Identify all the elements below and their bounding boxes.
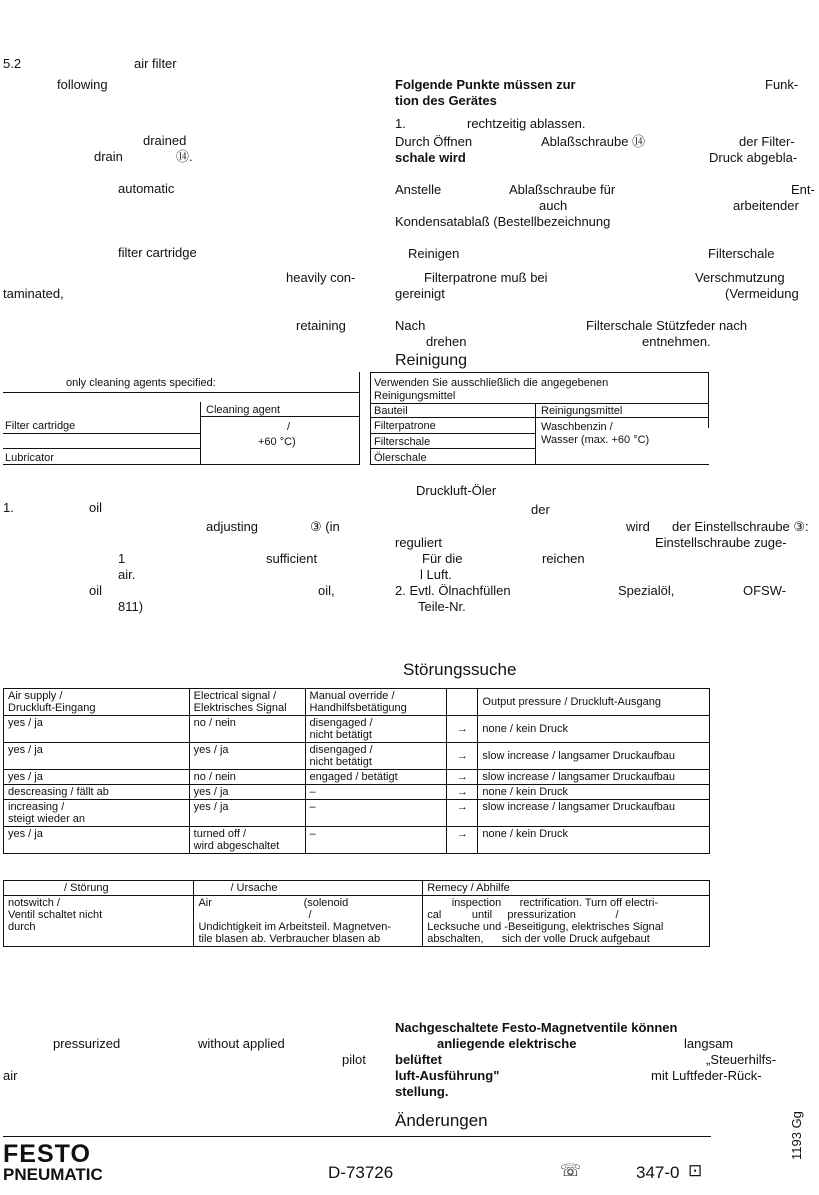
cleaning-note: Reinigungsmittel — [374, 390, 456, 402]
text-line: tion des Gerätes — [395, 93, 497, 108]
section-number: 5.2 — [3, 56, 22, 71]
arrow-icon: → — [447, 716, 478, 743]
document-number: 1193 Gg — [789, 1111, 804, 1160]
telex-icon: ⊡ — [688, 1161, 703, 1180]
divider — [359, 372, 360, 465]
divider — [370, 448, 535, 449]
table-cell: no / nein — [189, 770, 305, 785]
fault-table — [3, 880, 710, 947]
cleaning-part: Filter cartridge — [5, 420, 76, 432]
text-line: reichen — [542, 551, 585, 566]
text-line: oil — [89, 500, 103, 515]
section-title: air filter — [134, 56, 177, 71]
text-line: (Vermeidung — [725, 286, 799, 301]
table-header: Remecy / Abhilfe — [423, 881, 710, 896]
text-line: drain — [94, 149, 123, 164]
cleaning-header: Bauteil — [374, 405, 408, 417]
arrow-icon: → — [447, 743, 478, 770]
text-line: der — [531, 502, 550, 517]
text-line: Ablaßschraube ⑭ — [541, 134, 646, 149]
text-line: schale wird — [395, 150, 466, 165]
table-header: / Ursache — [194, 881, 423, 896]
festo-logo-subtitle: PNEUMATIC — [3, 1165, 103, 1184]
text-line: Nachgeschaltete Festo-Magnetventile können — [395, 1020, 678, 1035]
cleaning-agent: / — [287, 421, 291, 433]
table-header — [447, 689, 478, 716]
troubleshooting-heading: Störungssuche — [403, 660, 517, 679]
text-line: belüftet — [395, 1052, 442, 1067]
footer-divider — [3, 1136, 711, 1137]
table-row — [4, 743, 710, 770]
troubleshooting-table — [3, 688, 710, 854]
text-line: stellung. — [395, 1084, 449, 1099]
text-line: Teile-Nr. — [418, 599, 466, 614]
table-row — [4, 800, 710, 827]
text-line: filter cartridge — [118, 245, 197, 260]
text-line: rechtzeitig ablassen. — [467, 116, 586, 131]
cleaning-agent: +60 °C) — [258, 436, 296, 448]
text-line: pressurized — [53, 1036, 121, 1051]
divider — [3, 392, 360, 393]
text-line: Spezialöl, — [618, 583, 675, 598]
cleaning-agent: Waschbenzin / — [541, 421, 613, 433]
table-cell: yes / ja — [4, 770, 190, 785]
table-cell: no / nein — [189, 716, 305, 743]
table-cell: yes / ja — [189, 785, 305, 800]
divider — [3, 464, 360, 465]
text-line: Ent- — [791, 182, 815, 197]
divider — [370, 403, 709, 404]
table-row — [4, 770, 710, 785]
text-line: gereinigt — [395, 286, 445, 301]
cleaning-note: Verwenden Sie ausschließlich die angegebenen — [374, 377, 609, 389]
divider — [708, 372, 709, 428]
text-line: Folgende Punkte müssen zur — [395, 77, 576, 92]
phone-icon: ☏ — [560, 1161, 582, 1180]
text-line: automatic — [118, 181, 175, 196]
text-line: langsam — [684, 1036, 734, 1051]
text-line: der Einstellschraube ③: — [672, 519, 809, 534]
arrow-icon: → — [447, 785, 478, 800]
text-line: anliegende elektrische — [437, 1036, 577, 1051]
text-line: Nach — [395, 318, 426, 333]
table-cell: – — [305, 827, 447, 854]
table-cell: disengaged / nicht betätigt — [305, 743, 447, 770]
text-line: ③ (in — [310, 519, 340, 534]
table-row — [4, 689, 710, 716]
cleaning-note: only cleaning agents specified: — [66, 377, 216, 389]
text-line: auch — [539, 198, 568, 213]
text-line: air — [3, 1068, 18, 1083]
text-line: 811) — [118, 599, 144, 614]
text-line: retaining — [296, 318, 346, 333]
text-line: taminated, — [3, 286, 64, 301]
table-cell: inspection rectrification. Turn off electri- cal until pressurization / Lecksuche und -Beseitigung, elektrisches Signal abschalten, sich der volle Druck aufgebaut — [423, 896, 710, 947]
table-cell: none / kein Druck — [478, 785, 710, 800]
table-cell: engaged / betätigt — [305, 770, 447, 785]
text-line: OFSW- — [743, 583, 787, 598]
text-line: sufficient — [266, 551, 318, 566]
table-cell: yes / ja — [4, 827, 190, 854]
text-line: entnehmen. — [642, 334, 711, 349]
table-header: Electrical signal / Elektrisches Signal — [189, 689, 305, 716]
text-line: drained — [143, 133, 187, 148]
table-cell: disengaged / nicht betätigt — [305, 716, 447, 743]
table-header: Manual override / Handhilfsbetätigung — [305, 689, 447, 716]
divider — [370, 372, 371, 465]
phone-number: 347-0 — [636, 1163, 680, 1182]
cleaning-header: Cleaning agent — [206, 404, 281, 416]
table-header: Output pressure / Druckluft-Ausgang — [478, 689, 710, 716]
text-line: Einstellschraube zuge- — [655, 535, 787, 550]
text-line: Anstelle — [395, 182, 442, 197]
table-cell: turned off / wird abgeschaltet — [189, 827, 305, 854]
divider — [200, 402, 201, 465]
table-cell: yes / ja — [4, 716, 190, 743]
arrow-icon: → — [447, 800, 478, 827]
text-line: „Steuerhilfs- — [706, 1052, 777, 1067]
divider — [370, 433, 535, 434]
text-line: 1 — [118, 551, 126, 566]
table-header: / Störung — [4, 881, 194, 896]
table-cell: notswitch / Ventil schaltet nicht durch — [4, 896, 194, 947]
arrow-icon: → — [447, 770, 478, 785]
table-cell: Air (solenoid / Undichtigkeit im Arbeitsteil. Magnetven- tile blasen ab. Verbraucher blasen ab — [194, 896, 423, 947]
table-cell: yes / ja — [4, 743, 190, 770]
text-line: Für die — [422, 551, 463, 566]
text-line: Filterpatrone muß bei — [424, 270, 548, 285]
text-line: adjusting — [206, 519, 259, 534]
table-cell: none / kein Druck — [478, 716, 710, 743]
table-cell: slow increase / langsamer Druckaufbau — [478, 770, 710, 785]
table-cell: none / kein Druck — [478, 827, 710, 854]
table-cell: descreasing / fällt ab — [4, 785, 190, 800]
text-line: arbeitender — [733, 198, 799, 213]
text-line: Ablaßschraube für — [509, 182, 616, 197]
table-cell: slow increase / langsamer Druckaufbau — [478, 800, 710, 827]
table-row — [4, 785, 710, 800]
table-cell: yes / ja — [189, 800, 305, 827]
divider — [200, 416, 360, 417]
table-row — [4, 716, 710, 743]
table-cell: increasing / steigt wieder an — [4, 800, 190, 827]
text-line: luft-Ausführung" — [395, 1068, 500, 1083]
festo-logo: FESTO — [3, 1140, 91, 1168]
text-line: reguliert — [395, 535, 442, 550]
text-line: l Luft. — [420, 567, 452, 582]
changes-heading: Änderungen — [395, 1111, 488, 1130]
text-line: Filterschale — [708, 246, 775, 261]
divider — [370, 372, 709, 373]
text-line: drehen — [426, 334, 467, 349]
cleaning-part: Filterschale — [374, 436, 431, 448]
text-line: oil — [89, 583, 103, 598]
cleaning-agent: Wasser (max. +60 °C) — [541, 434, 650, 446]
divider — [370, 464, 709, 465]
text-line: Druckluft-Öler — [416, 483, 497, 498]
text-line: without applied — [198, 1036, 285, 1051]
cleaning-part: Ölerschale — [374, 452, 427, 464]
text-line: Reinigen — [408, 246, 460, 261]
table-header: Air supply / Druckluft-Eingang — [4, 689, 190, 716]
text-line: 1. — [3, 500, 14, 515]
divider — [535, 403, 536, 465]
divider — [3, 448, 200, 449]
text-line: air. — [118, 567, 136, 582]
text-line: Verschmutzung — [695, 270, 785, 285]
divider — [370, 417, 709, 418]
table-row — [4, 827, 710, 854]
table-cell: yes / ja — [189, 743, 305, 770]
cleaning-part: Lubricator — [5, 452, 54, 464]
text-line: Kondensatablaß (Bestellbezeichnung — [395, 214, 611, 229]
text-line: Funk- — [765, 77, 799, 92]
cleaning-heading: Reinigung — [395, 352, 468, 369]
table-cell: – — [305, 800, 447, 827]
text-line: Durch Öffnen — [395, 134, 473, 149]
text-line: following — [57, 77, 108, 92]
cleaning-part: Filterpatrone — [374, 420, 436, 432]
text-line: oil, — [318, 583, 335, 598]
text-line: mit Luftfeder-Rück- — [651, 1068, 762, 1083]
text-line: 1. — [395, 116, 406, 131]
text-line: ⑭. — [176, 149, 193, 164]
cleaning-header: Reinigungsmittel — [541, 405, 623, 417]
text-line: pilot — [342, 1052, 366, 1067]
postcode: D-73726 — [328, 1163, 394, 1182]
text-line: wird — [626, 519, 650, 534]
text-line: Filterschale Stützfeder nach — [586, 318, 748, 333]
table-cell: – — [305, 785, 447, 800]
text-line: der Filter- — [739, 134, 795, 149]
text-line: heavily con- — [286, 270, 356, 285]
text-line: 2. Evtl. Ölnachfüllen — [395, 583, 511, 598]
table-cell: slow increase / langsamer Druckaufbau — [478, 743, 710, 770]
table-row — [4, 896, 710, 947]
text-line: Druck abgebla- — [709, 150, 798, 165]
table-row — [4, 881, 710, 896]
divider — [3, 433, 200, 434]
arrow-icon: → — [447, 827, 478, 854]
